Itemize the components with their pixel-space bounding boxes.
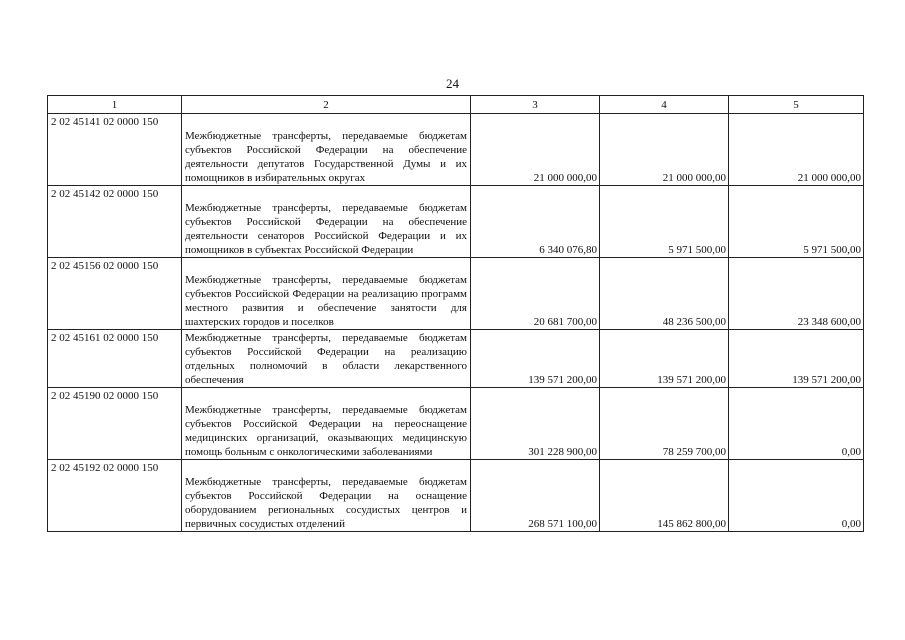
table-row <box>48 388 864 460</box>
column-header-1: 1 <box>48 96 182 114</box>
budget-code-cell: 2 02 45192 02 0000 150 <box>48 460 182 532</box>
description-cell: Межбюджетные трансферты, передаваемые бюджетам субъектов Российской Федерации на реализацию программ местного развития и обеспечение занятости для шахтерских городов и поселков <box>182 258 471 330</box>
amount-col5-cell: 0,00 <box>729 460 864 532</box>
column-header-5: 5 <box>729 96 864 114</box>
table-row <box>48 114 864 186</box>
amount-col3-cell: 268 571 100,00 <box>471 460 600 532</box>
column-header-3: 3 <box>471 96 600 114</box>
amount-col3-cell: 6 340 076,80 <box>471 186 600 258</box>
description-cell: Межбюджетные трансферты, передаваемые бюджетам субъектов Российской Федерации на реализацию отдельных полномочий в области лекарственного обеспечения <box>182 330 471 388</box>
column-header-4: 4 <box>600 96 729 114</box>
amount-col5-cell: 23 348 600,00 <box>729 258 864 330</box>
description-cell: Межбюджетные трансферты, передаваемые бюджетам субъектов Российской Федерации на обеспечение деятельности депутатов Государственной Думы и их помощников в избирательных округах <box>182 114 471 186</box>
amount-col3-cell: 21 000 000,00 <box>471 114 600 186</box>
amount-col3-cell: 301 228 900,00 <box>471 388 600 460</box>
amount-col5-cell: 5 971 500,00 <box>729 186 864 258</box>
description-cell: Межбюджетные трансферты, передаваемые бюджетам субъектов Российской Федерации на обеспечение деятельности сенаторов Российской Федерации и их помощников в субъектах Российской Федерации <box>182 186 471 258</box>
amount-col3-cell: 139 571 200,00 <box>471 330 600 388</box>
amount-col4-cell: 78 259 700,00 <box>600 388 729 460</box>
budget-transfers-table <box>47 95 864 532</box>
budget-code-cell: 2 02 45142 02 0000 150 <box>48 186 182 258</box>
budget-code-cell: 2 02 45141 02 0000 150 <box>48 114 182 186</box>
amount-col4-cell: 139 571 200,00 <box>600 330 729 388</box>
amount-col4-cell: 5 971 500,00 <box>600 186 729 258</box>
amount-col3-cell: 20 681 700,00 <box>471 258 600 330</box>
amount-col4-cell: 21 000 000,00 <box>600 114 729 186</box>
table-row <box>48 330 864 388</box>
column-header-2: 2 <box>182 96 471 114</box>
amount-col4-cell: 145 862 800,00 <box>600 460 729 532</box>
budget-code-cell: 2 02 45190 02 0000 150 <box>48 388 182 460</box>
table-header-row <box>48 96 864 114</box>
budget-code-cell: 2 02 45161 02 0000 150 <box>48 330 182 388</box>
description-cell: Межбюджетные трансферты, передаваемые бюджетам субъектов Российской Федерации на переоснащение медицинских организаций, оказывающих медицинскую помощь больным с онкологическими заболеваниями <box>182 388 471 460</box>
amount-col4-cell: 48 236 500,00 <box>600 258 729 330</box>
amount-col5-cell: 21 000 000,00 <box>729 114 864 186</box>
page-number: 24 <box>446 76 459 91</box>
table-row <box>48 460 864 532</box>
table-row <box>48 186 864 258</box>
amount-col5-cell: 0,00 <box>729 388 864 460</box>
amount-col5-cell: 139 571 200,00 <box>729 330 864 388</box>
description-cell: Межбюджетные трансферты, передаваемые бюджетам субъектов Российской Федерации на оснащение оборудованием региональных сосудистых центров и первичных сосудистых отделений <box>182 460 471 532</box>
table-row <box>48 258 864 330</box>
budget-code-cell: 2 02 45156 02 0000 150 <box>48 258 182 330</box>
